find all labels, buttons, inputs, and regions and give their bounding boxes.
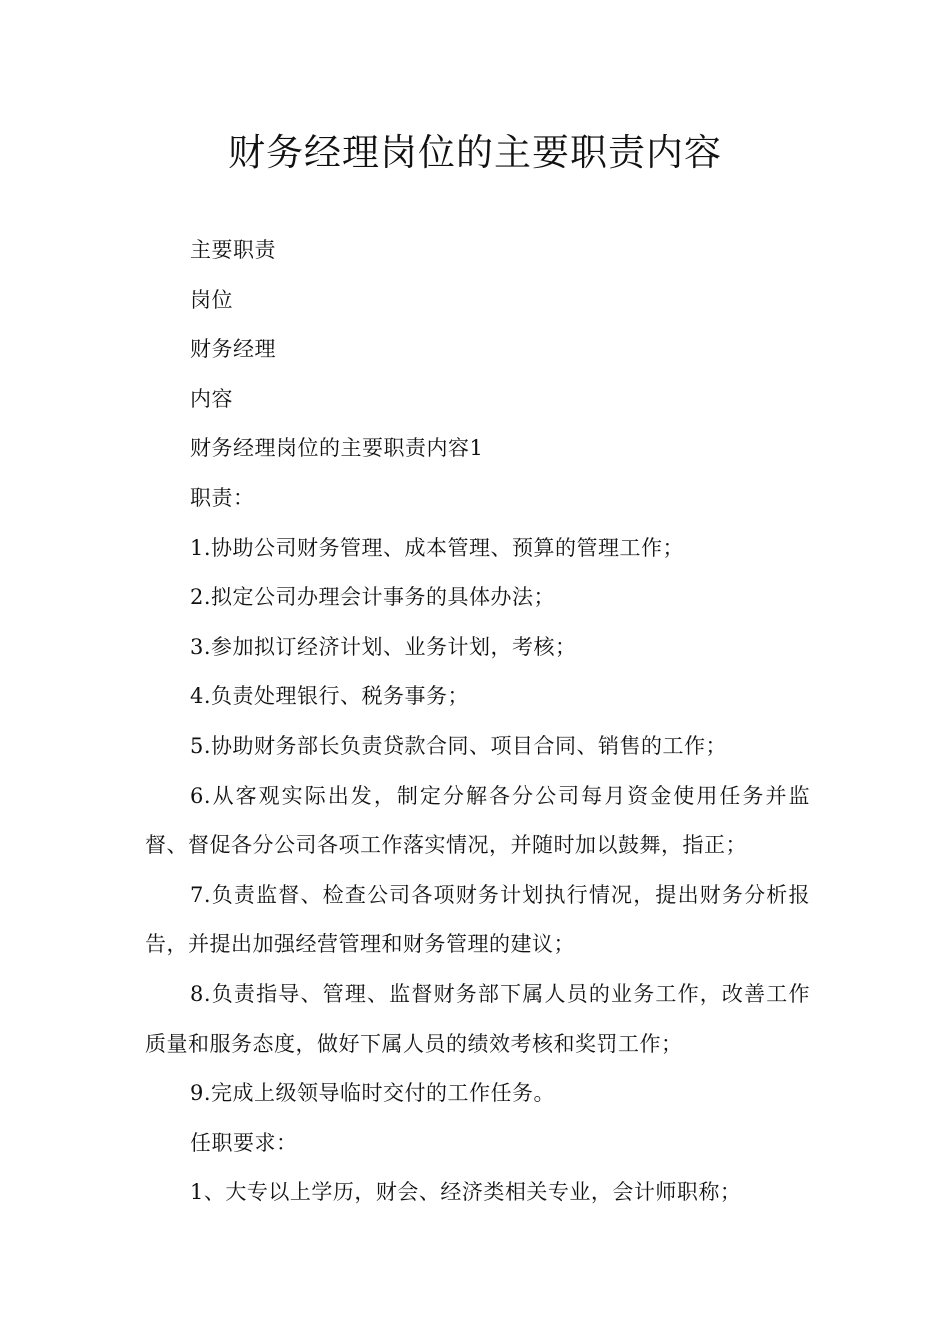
requirements-heading: 任职要求： — [190, 1130, 298, 1155]
document-body — [145, 226, 810, 1218]
duty-item-9: 9.完成上级领导临时交付的工作任务。 — [190, 1081, 556, 1106]
paragraph-finance-manager: 财务经理 — [190, 337, 276, 362]
duty-item-4: 4.负责处理银行、税务事务； — [190, 684, 470, 709]
duties-heading: 职责： — [190, 485, 255, 510]
paragraph-position: 岗位 — [190, 287, 233, 312]
duty-item-8: 8.负责指导、管理、监督财务部下属人员的业务工作，改善工作质量和服务态度，做好下属人员的绩效考核和奖罚工作； — [145, 981, 810, 1056]
duty-item-6: 6.从客观实际出发，制定分解各分公司每月资金使用任务并监督、督促各分公司各项工作落实情况，并随时加以鼓舞，指正； — [145, 783, 810, 858]
duty-item-5: 5.协助财务部长负责贷款合同、项目合同、销售的工作； — [190, 733, 728, 758]
section-heading-1: 财务经理岗位的主要职责内容1 — [190, 436, 484, 461]
paragraph-content: 内容 — [190, 386, 233, 411]
duty-item-7: 7.负责监督、检查公司各项财务计划执行情况，提出财务分析报告，并提出加强经营管理和财务管理的建议； — [145, 882, 810, 957]
document-title: 财务经理岗位的主要职责内容 — [228, 131, 722, 174]
duty-item-2: 2.拟定公司办理会计事务的具体办法； — [190, 585, 556, 610]
requirement-item-1: 1、大专以上学历，财会、经济类相关专业，会计师职称； — [190, 1180, 742, 1205]
paragraph-main-duties: 主要职责 — [190, 238, 276, 262]
duty-item-1: 1.协助公司财务管理、成本管理、预算的管理工作； — [190, 535, 685, 560]
duty-item-3: 3.参加拟订经济计划、业务计划，考核； — [190, 634, 577, 659]
